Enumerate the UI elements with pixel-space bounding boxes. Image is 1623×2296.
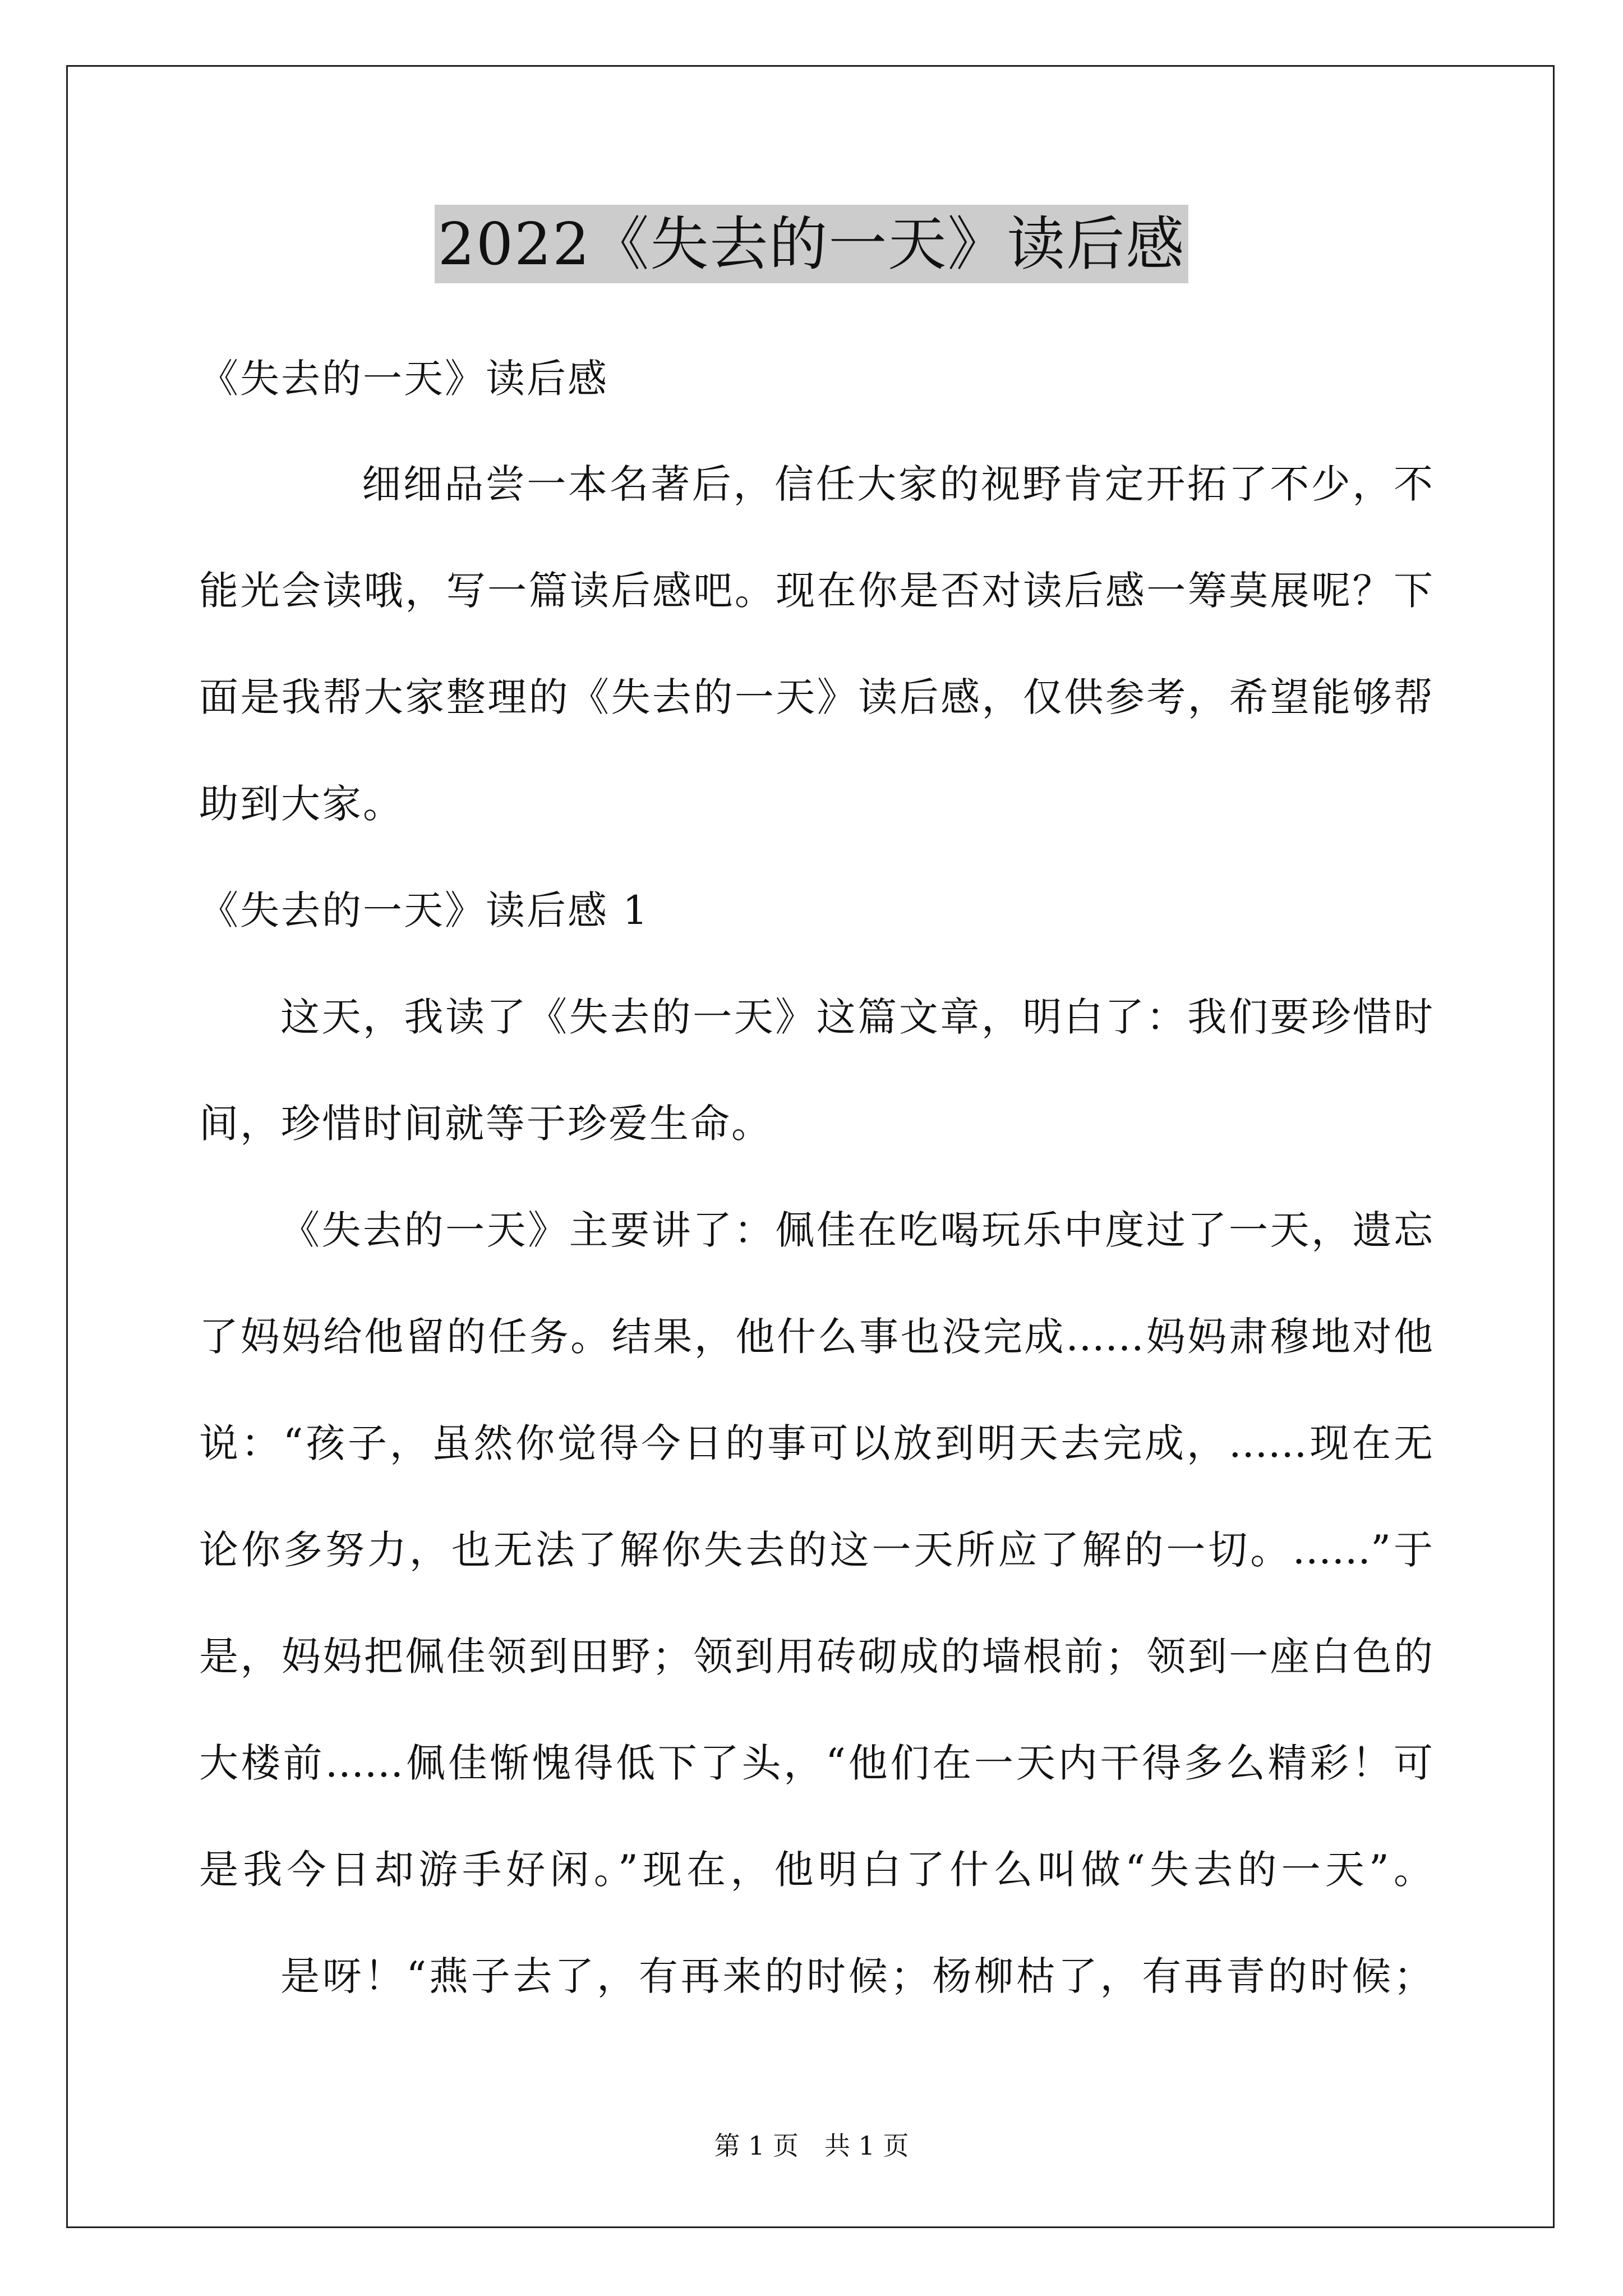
paragraph-line: 说：“孩子，虽然你觉得今日的事可以放到明天去完成，……现在无 xyxy=(199,1420,1433,1466)
paragraph-line: 面是我帮大家整理的《失去的一天》读后感，仅供参考，希望能够帮 xyxy=(199,674,1433,720)
paragraph-line: 《失去的一天》主要讲了：佩佳在吃喝玩乐中度过了一天，遗忘 xyxy=(280,1207,1433,1253)
paragraph-line: 是我今日却游手好闲。”现在，他明白了什么叫做“失去的一天”。 xyxy=(199,1847,1433,1893)
section-heading: 《失去的一天》读后感 1 xyxy=(199,887,649,933)
title-container xyxy=(0,205,1623,283)
paragraph-line: 能光会读哦，写一篇读后感吧。现在你是否对读后感一筹莫展呢？下 xyxy=(199,568,1433,614)
paragraph-line: 大楼前……佩佳惭愧得低下了头，“他们在一天内干得多么精彩！可 xyxy=(199,1740,1433,1786)
paragraph-line: 论你多努力，也无法了解你失去的这一天所应了解的一切。……”于 xyxy=(199,1527,1433,1573)
paragraph-line: 助到大家。 xyxy=(199,781,404,827)
page-footer: 第 1 页 共 1 页 xyxy=(714,2131,909,2161)
paragraph-line: 间，珍惜时间就等于珍爱生命。 xyxy=(199,1101,772,1147)
paragraph-line: 是，妈妈把佩佳领到田野；领到用砖砌成的墙根前；领到一座白色的 xyxy=(199,1634,1433,1680)
paragraph-line: 是呀！“燕子去了，有再来的时候；杨柳枯了，有再青的时候； xyxy=(280,1953,1433,1999)
doc-heading: 《失去的一天》读后感 xyxy=(199,356,608,402)
paragraph-line: 这天，我读了《失去的一天》这篇文章，明白了：我们要珍惜时 xyxy=(280,994,1433,1040)
document-title: 2022《失去的一天》读后感 xyxy=(435,205,1189,283)
paragraph-line: 了妈妈给他留的任务。结果，他什么事也没完成……妈妈肃穆地对他 xyxy=(199,1314,1433,1360)
paragraph-line: 细细品尝一本名著后，信任大家的视野肯定开拓了不少，不 xyxy=(362,461,1433,507)
